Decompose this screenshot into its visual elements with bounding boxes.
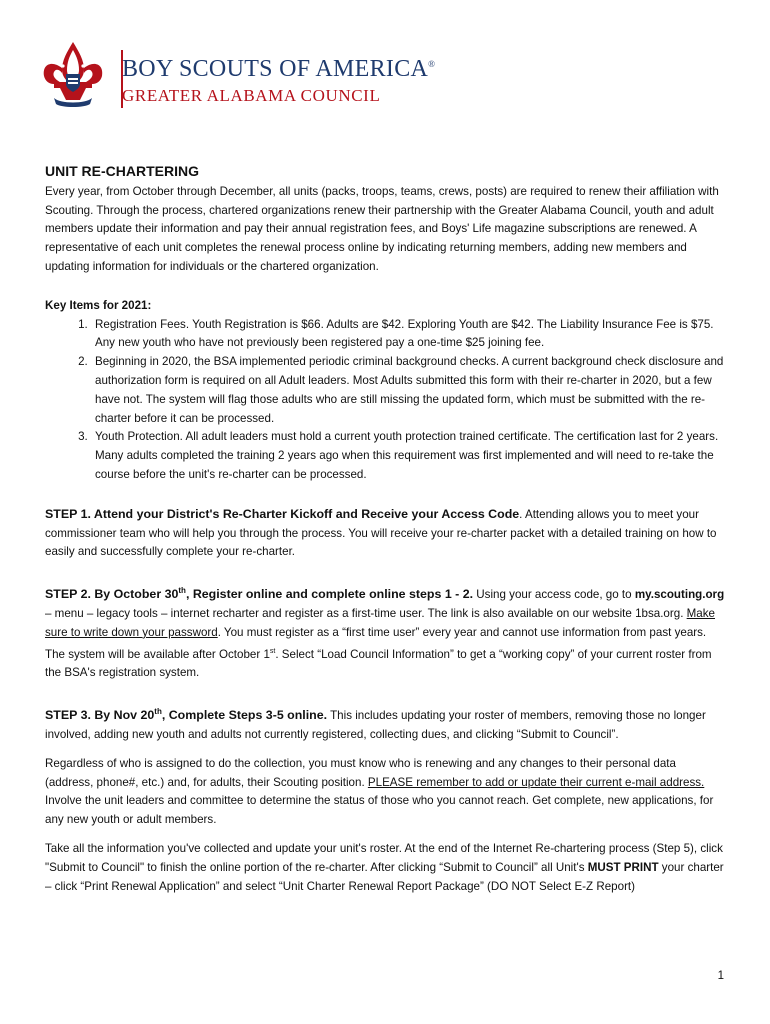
step3-title: STEP 3. By Nov 20th, Complete Steps 3-5 online.	[45, 707, 328, 723]
email-reminder: PLEASE remember to add or update their current e-mail address.	[367, 775, 705, 789]
key-items-list	[45, 316, 725, 485]
page-title: UNIT RE-CHARTERING	[45, 163, 199, 179]
key-items-section	[45, 297, 725, 485]
org-name: BOY SCOUTS OF AMERICA®	[122, 56, 436, 82]
step2-title: STEP 2. By October 30th, Register online and complete online steps 1 - 2.	[45, 586, 474, 602]
list-item: 3. Youth Protection. All adult leaders must hold a current youth protection trained certificate. The certification last for 2 years. Many adults completed the training 2 years ago when this requirement was first implemented and will need to re-take the course before the unit's re-charter can be processed.	[91, 428, 725, 484]
must-print: MUST PRINT	[587, 860, 659, 874]
scouting-link[interactable]: my.scouting.org	[634, 588, 725, 602]
list-item: 2. Beginning in 2020, the BSA implemented periodic criminal background checks. A current background check disclosure and authorization form is required on all Adult leaders. Most Adults submitted this form with their re-charter in 2020, but a few have not. The system will flag those adults who are still missing the updated form, which must be submitted with the re-charter before it can be processed.	[91, 353, 725, 428]
step1-paragraph	[45, 505, 725, 562]
intro-paragraph: Every year, from October through December, all units (packs, troops, teams, crews, posts) are required to renew their affiliation with Scouting. Through the process, chartered organizations renew their partnership with the Greater Alabama Council, youth and adult members update their information and pay their annual registration fees, and Boys' Life magazine subscriptions are renewed. A representative of each unit completes the renewal process online by indicating returning members, adding new members and updating information for individuals or the chartered organization.	[45, 184, 719, 273]
step2-paragraph: STEP 2. By October 30th, Register online and complete online steps 1 - 2. Using your access code, go to my.scouting.org – menu – legacy tools – internet recharter and register as a first-time user. The link is also available on our website 1bsa.org. Make sure to write down your password. You must register as a “first time user” every year and cannot use information from past years. The system will be available after October 1st. Select “Load Council Information” to get a “working copy” of your current roster from the BSA's registration system.	[45, 586, 725, 680]
council-name: GREATER ALABAMA COUNCIL	[122, 86, 381, 105]
page-number: 1	[717, 970, 724, 982]
collection-paragraph: Regardless of who is assigned to do the collection, you must know who is renewing and any changes to their personal data (address, phone#, etc.) and, for adults, their Scouting position. PLEASE remember to add or update their current e-mail address. Involve the unit leaders and committee to determine the status of those who you cannot reach. Get complete, new applications, for any new youth or adult members.	[45, 756, 714, 827]
step1-body: . Attending allows you to meet your commissioner team who will help you through the process. You will receive your re-charter packet with a detailed training on how to easily and successfully complete your re-charter.	[45, 507, 717, 559]
final-paragraph: Take all the information you've collected and update your unit's roster. At the end of the Internet Re-chartering process (Step 5), click "Submit to Council" to finish the online portion of the re-charter. After clicking “Submit to Council” all Unit's MUST PRINT your charter – click “Print Renewal Application” and select “Unit Charter Renewal Report Package” (DO NOT Select E-Z Report)	[45, 842, 724, 893]
document-body	[45, 162, 725, 896]
bsa-fleur-de-lis-logo-icon	[40, 40, 106, 110]
key-items-title: Key Items for 2021:	[45, 298, 152, 312]
step1-title: STEP 1. Attend your District's Re-Charter Kickoff and Receive your Access Code	[45, 506, 520, 521]
list-item: 1. Registration Fees. Youth Registration is $66. Adults are $42. Exploring Youth are $42. The Liability Insurance Fee is $75. Any new youth who have not previously been registered pay a one-time $25 joining fee.	[91, 316, 725, 354]
step3-paragraph: STEP 3. By Nov 20th, Complete Steps 3-5 online. This includes updating your roster of members, removing those no longer involved, adding new youth and adults not currently registered, collecting dues, and clicking “Submit to Council”.	[45, 707, 706, 742]
letterhead	[40, 40, 740, 120]
password-reminder: Make sure to write down your password	[45, 607, 715, 639]
